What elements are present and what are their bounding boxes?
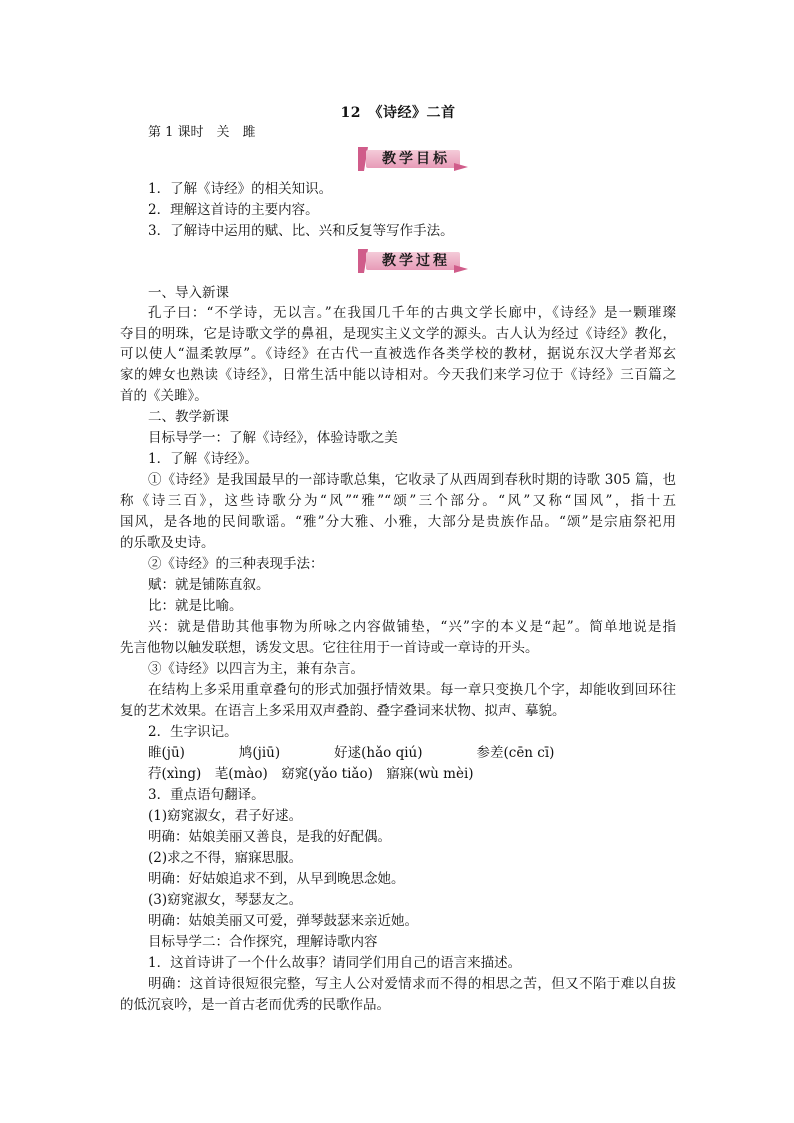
- paragraph-line: 明确：好姑娘追求不到，从早到晚思念她。: [148, 871, 405, 887]
- paragraph-line: 首的《关雎》。: [120, 388, 208, 404]
- goal-heading: 目标导学一：了解《诗经》，体验诗歌之美: [148, 430, 398, 446]
- lesson-subtitle: 第 1 课时 关 雎: [148, 125, 256, 140]
- paragraph-line: 的低沉哀吟，是一首古老而优秀的民歌作品。: [120, 997, 390, 1013]
- paragraph-line: (3)窈窕淑女，琴瑟友之。: [148, 892, 303, 908]
- objective-item: 1．了解《诗经》的相关知识。: [148, 181, 333, 197]
- item-heading: 3．重点语句翻译。: [148, 787, 265, 803]
- paragraph-line: 兴：就是借助其他事物为所咏之内容做铺垫，“兴”字的本义是“起”。简单地说是指: [148, 619, 676, 635]
- objective-item: 3．了解诗中运用的赋、比、兴和反复等写作手法。: [148, 223, 454, 239]
- objectives-heading: 教学目标: [382, 151, 450, 167]
- section-heading: 二、教学新课: [148, 409, 229, 425]
- item-heading: 1．了解《诗经》。: [148, 451, 258, 467]
- item-heading: 2．生字识记。: [148, 724, 238, 740]
- banner-arrow-icon: [454, 265, 468, 273]
- paragraph-line: 国风，是各地的民间歌谣。“雅”分大雅、小雅，大部分是贵族作品。“颂”是宗庙祭祀用: [120, 514, 676, 530]
- paragraph-line: 可以使人“温柔敦厚”。《诗经》在古代一直被选作各类学校的教材，据说东汉大学者郑玄: [120, 346, 676, 362]
- process-banner: [358, 249, 468, 273]
- paragraph-line: ②《诗经》的三种表现手法：: [148, 556, 324, 572]
- paragraph-line: ①《诗经》是我国最早的一部诗歌总集，它收录了从西周到春秋时期的诗歌 305 篇，也: [148, 472, 676, 488]
- paragraph-line: 明确：姑娘美丽又可爱，弹琴鼓瑟来亲近她。: [148, 913, 418, 929]
- paragraph-line: (2)求之不得，寤寐思服。: [148, 850, 303, 866]
- paragraph-line: 先言他物以触发联想，诱发文思。它往往用于一首诗或一章诗的开头。: [120, 640, 539, 656]
- paragraph-line: 比：就是比喻。: [148, 598, 243, 614]
- paragraph-line: 家的婢女也熟读《诗经》，日常生活中能以诗相对。今天我们来学习位于《诗经》三百篇之: [120, 367, 676, 383]
- paragraph-line: 赋：就是铺陈直叙。: [148, 577, 270, 593]
- paragraph-line: 明确：姑娘美丽又善良，是我的好配偶。: [148, 829, 391, 845]
- paragraph-line: 在结构上多采用重章叠句的形式加强抒情效果。每一章只变换几个字，却能收到回环往: [148, 682, 676, 698]
- paragraph-line: 孔子曰：“不学诗，无以言。”在我国几千年的古典文学长廊中，《诗经》是一颗璀璨: [148, 305, 676, 321]
- paragraph-line: 明确：这首诗很短很完整，写主人公对爱情求而不得的相思之苦，但又不陷于难以自拔: [148, 976, 676, 992]
- objectives-banner: [358, 147, 468, 171]
- vocab-line: 荇(xìng) 芼(mào) 窈窕(yǎo tiǎo) 寤寐(wù mèi): [148, 766, 474, 782]
- process-heading: 教学过程: [382, 253, 450, 269]
- item-heading: 1．这首诗讲了一个什么故事？请同学们用自己的语言来描述。: [148, 955, 522, 971]
- paragraph-line: 复的艺术效果。在语言上多采用双声叠韵、叠字叠词来状物、拟声、摹貌。: [120, 703, 566, 719]
- objective-item: 2．理解这首诗的主要内容。: [148, 202, 319, 218]
- section-heading: 一、导入新课: [148, 285, 229, 301]
- paragraph-line: 夺目的明珠，它是诗歌文学的鼻祖，是现实主义文学的源头。古人认为经过《诗经》教化，: [120, 326, 676, 342]
- vocab-line: 睢(jū) 鸠(jiū) 好逑(hǎo qiú) 参差(cēn cī): [148, 745, 555, 761]
- banner-arrow-icon: [454, 163, 468, 171]
- goal-heading: 目标导学二：合作探究，理解诗歌内容: [148, 934, 378, 950]
- paragraph-line: 的乐歌及史诗。: [120, 535, 215, 551]
- paragraph-line: (1)窈窕淑女，君子好逑。: [148, 808, 303, 824]
- paragraph-line: 称《诗三百》，这些诗歌分为“风”“雅”“颂”三个部分。“风”又称“国风”，指十五: [120, 493, 676, 509]
- paragraph-line: ③《诗经》以四言为主，兼有杂言。: [148, 661, 364, 677]
- lesson-title: 12 《诗经》二首: [340, 105, 456, 121]
